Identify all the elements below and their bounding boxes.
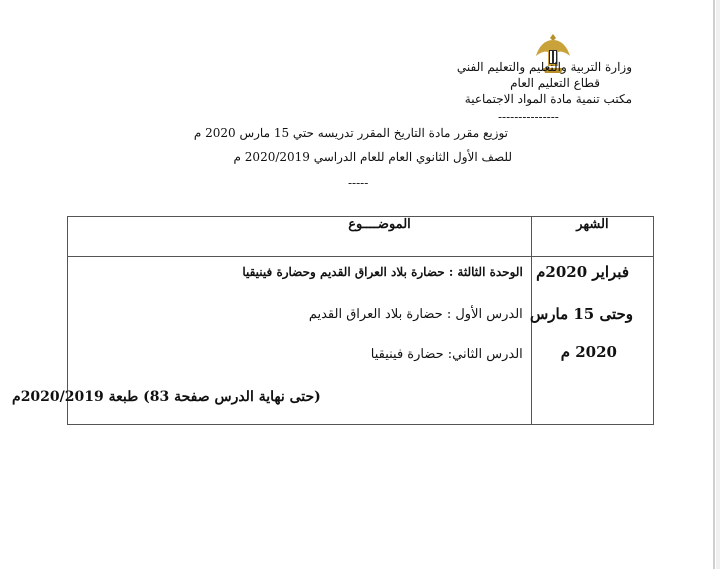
curriculum-table — [12, 216, 654, 425]
document-title-line2: للصف الأول الثانوي العام للعام الدراسي 2020/2019 م — [233, 150, 512, 164]
month-line: وحتى 15 مارس — [529, 305, 633, 323]
month-cell — [531, 257, 653, 425]
page-note: (حتى نهاية الدرس صفحة 83) طبعة 2020/2019م — [12, 389, 321, 405]
column-header-topic: الموضــــوع — [68, 217, 532, 257]
sector-name: قطاع التعليم العام — [510, 76, 600, 90]
column-header-month: الشهر — [531, 217, 653, 257]
month-line: 2020 م — [560, 343, 617, 361]
unit-title: الوحدة الثالثة : حضارة بلاد العراق القديم وحضارة فينيقيا — [242, 265, 523, 279]
topic-cell — [12, 257, 532, 425]
table-header-row — [68, 217, 654, 257]
ministry-name: وزارة التربية والتعليم والتعليم الفني — [456, 60, 632, 74]
page-edge-shadow — [716, 0, 720, 569]
lesson-two: الدرس الثاني: حضارة فينيقيا — [370, 347, 523, 362]
lesson-one: الدرس الأول : حضارة بلاد العراق القديم — [308, 307, 523, 322]
month-line: فبراير 2020م — [536, 263, 629, 281]
page-edge — [713, 0, 715, 569]
table-row — [68, 257, 654, 425]
office-name: مكتب تنمية مادة المواد الاجتماعية — [464, 92, 632, 106]
header-separator: --------------- — [498, 110, 559, 124]
document-title-line1: توزيع مقرر مادة التاريخ المقرر تدريسه حتي 15 مارس 2020 م — [193, 126, 508, 140]
title-separator: ----- — [348, 176, 369, 190]
